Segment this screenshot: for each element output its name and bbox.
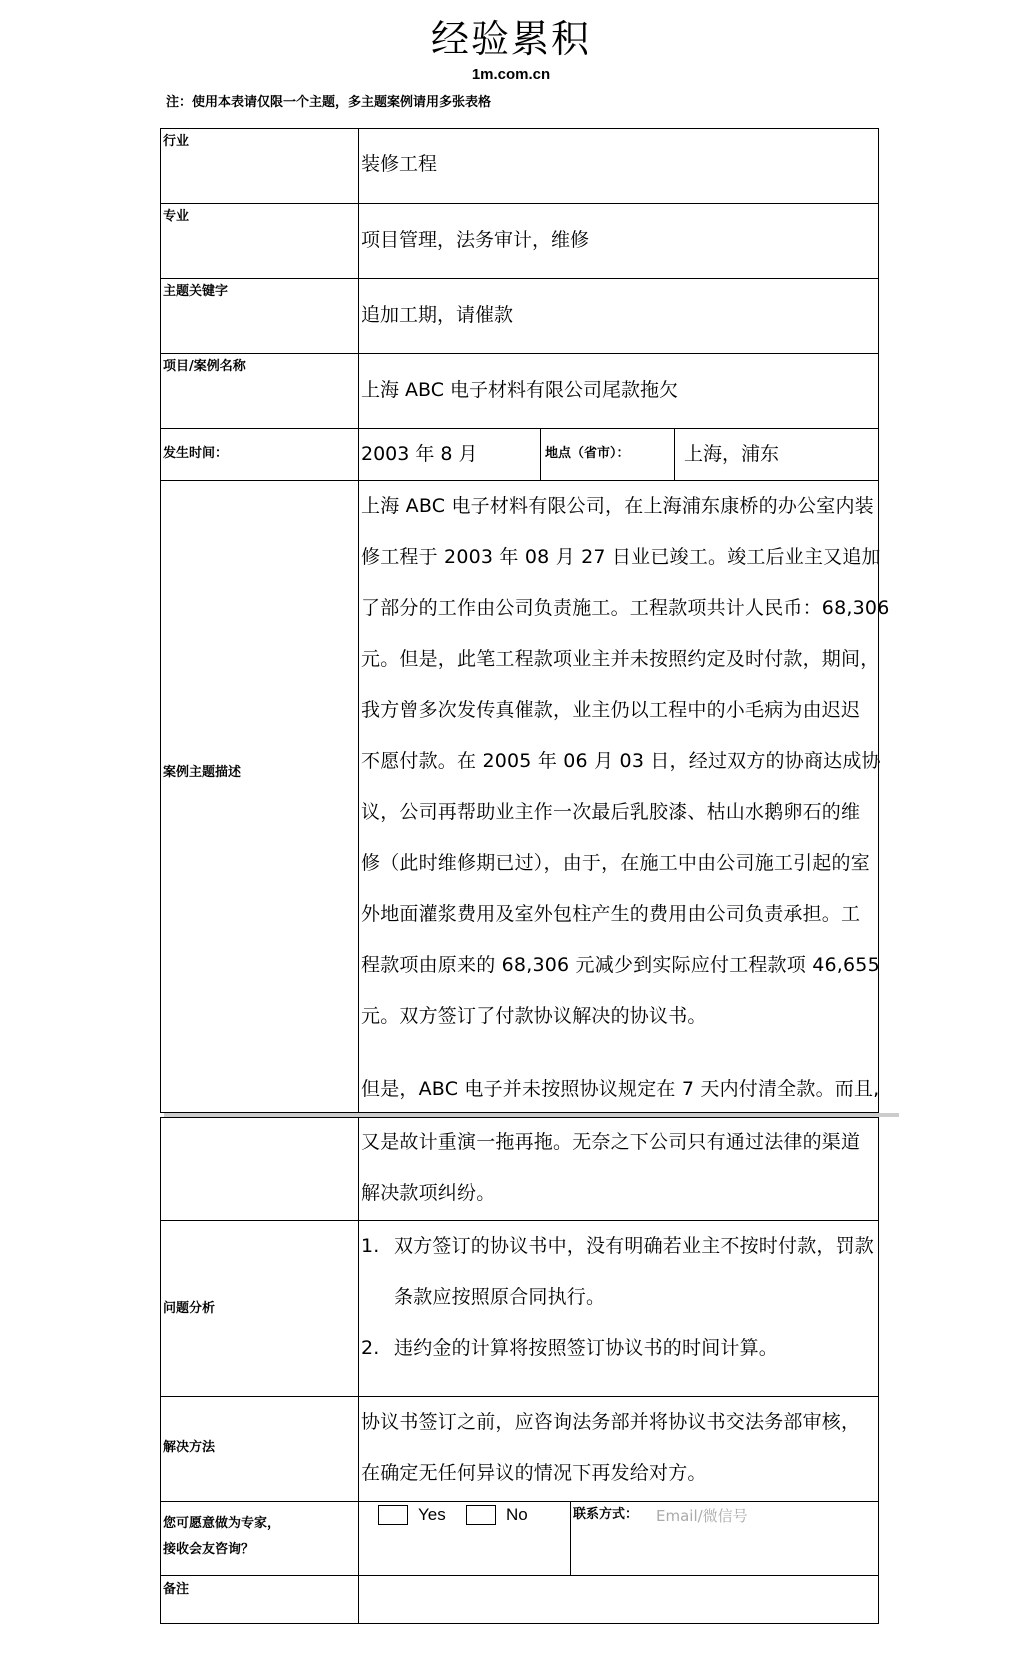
analysis-item-text[interactable]: 双方签订的协议书中，没有明确若业主不按时付款，罚款	[394, 1235, 875, 1257]
column-divider	[358, 1117, 359, 1624]
description-line: 又是故计重演一拖再拖。无奈之下公司只有通过法律的渠道	[361, 1131, 861, 1153]
analysis-label: 问题分析	[163, 1301, 216, 1316]
row-divider	[160, 278, 879, 279]
column-divider	[540, 428, 541, 480]
description-label: 案例主题描述	[163, 765, 242, 780]
location-label: 地点（省市）：	[545, 446, 630, 461]
keywords-label: 主题关键字	[163, 284, 229, 299]
time-label: 发生时间：	[163, 446, 229, 461]
keywords-value[interactable]: 追加工期，请催款	[361, 304, 514, 326]
no-checkbox[interactable]	[466, 1505, 496, 1525]
description-line: 解决款项纠纷。	[361, 1182, 496, 1204]
specialty-label: 专业	[163, 209, 190, 224]
no-label: No	[506, 1505, 528, 1524]
analysis-item-number: 1.	[361, 1235, 380, 1257]
column-divider	[674, 428, 675, 480]
remarks-field[interactable]	[360, 1577, 877, 1622]
description-line: 元。双方签订了付款协议解决的协议书。	[361, 1005, 707, 1027]
industry-label: 行业	[163, 134, 190, 149]
description-line: 不愿付款。在 2005 年 06 月 03 日，经过双方的协商达成协	[361, 750, 881, 772]
solution-text[interactable]: 在确定无任何异议的情况下再发给对方。	[361, 1462, 707, 1484]
row-divider	[160, 428, 879, 429]
column-divider	[570, 1501, 571, 1575]
contact-input[interactable]: Email/微信号	[656, 1507, 748, 1525]
time-value[interactable]: 2003 年 8 月	[361, 443, 478, 465]
description-line: 但是，ABC 电子并未按照协议规定在 7 天内付清全款。而且,	[361, 1078, 880, 1100]
description-line: 了部分的工作由公司负责施工。工程款项共计人民币：68,306	[361, 597, 890, 619]
description-line: 议，公司再帮助业主作一次最后乳胶漆、枯山水鹅卵石的维	[361, 801, 861, 823]
project-value[interactable]: 上海 ABC 电子材料有限公司尾款拖欠	[361, 379, 679, 401]
solution-text[interactable]: 协议书签订之前，应咨询法务部并将协议书交法务部审核，	[361, 1411, 861, 1433]
analysis-item-text[interactable]: 条款应按照原合同执行。	[394, 1286, 606, 1308]
description-line: 程款项由原来的 68,306 元减少到实际应付工程款项 46,655	[361, 954, 880, 976]
description-line: 修（此时维修期已过），由于，在施工中由公司施工引起的室	[361, 852, 870, 874]
description-line: 我方曾多次发传真催款，业主仍以工程中的小毛病为由迟迟	[361, 699, 861, 721]
site-url: 1m.com.cn	[471, 66, 551, 83]
row-divider	[160, 203, 879, 204]
yes-label: Yes	[418, 1505, 446, 1524]
description-line: 外地面灌浆费用及室外包柱产生的费用由公司负责承担。工	[361, 903, 861, 925]
expert-question-line: 接收会友咨询？	[163, 1542, 255, 1557]
row-divider	[160, 353, 879, 354]
specialty-value[interactable]: 项目管理，法务审计，维修	[361, 229, 590, 251]
contact-label: 联系方式：	[573, 1507, 639, 1522]
description-line: 上海 ABC 电子材料有限公司，在上海浦东康桥的办公室内装	[361, 495, 874, 517]
description-line: 修工程于 2003 年 08 月 27 日业已竣工。竣工后业主又追加	[361, 546, 881, 568]
yes-checkbox[interactable]	[378, 1505, 408, 1525]
remarks-label: 备注	[163, 1582, 190, 1597]
analysis-item-number: 2.	[361, 1337, 380, 1359]
column-divider	[358, 128, 359, 1113]
row-divider	[160, 1575, 879, 1576]
description-line: 元。但是，此笔工程款项业主并未按照约定及时付款，期间，	[361, 648, 880, 670]
usage-note: 注：使用本表请仅限一个主题，多主题案例请用多张表格	[166, 95, 492, 110]
industry-value[interactable]: 装修工程	[361, 153, 438, 175]
expert-question-line: 您可愿意做为专家，	[163, 1516, 281, 1531]
location-value[interactable]: 上海，浦东	[684, 443, 780, 465]
row-divider	[160, 1501, 879, 1502]
analysis-item-text[interactable]: 违约金的计算将按照签订协议书的时间计算。	[394, 1337, 779, 1359]
solution-label: 解决方法	[163, 1440, 216, 1455]
document-title: 经验累积	[430, 17, 591, 61]
project-label: 项目/案例名称	[163, 359, 246, 374]
